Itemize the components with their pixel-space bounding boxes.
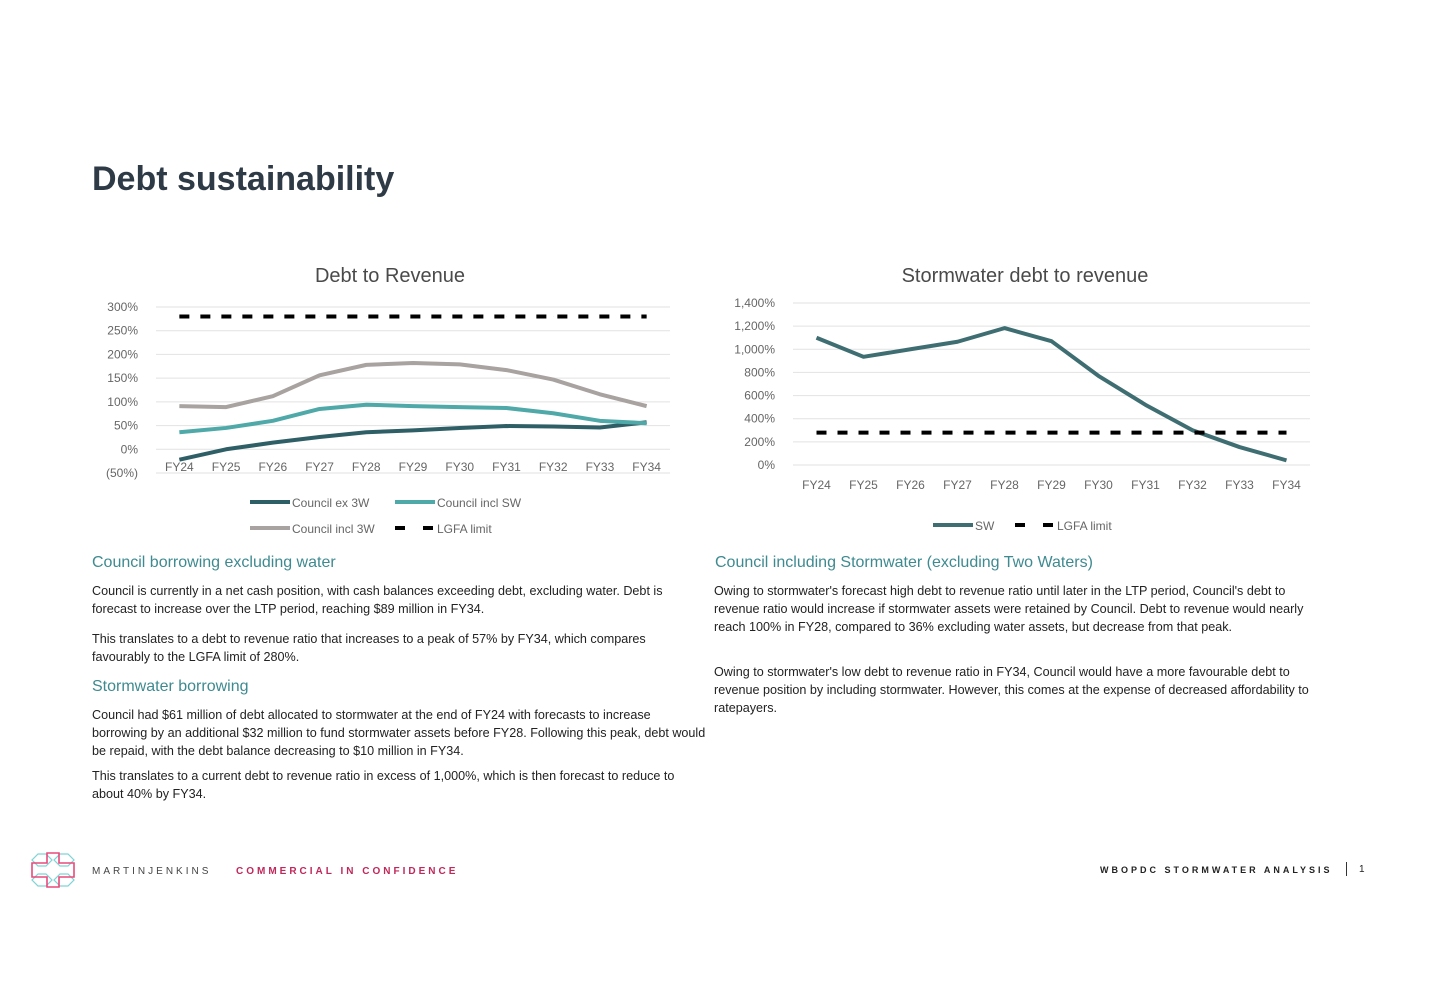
series-line-council-ex-3w xyxy=(179,422,646,459)
page-title: Debt sustainability xyxy=(92,160,395,198)
series-line-council-incl-3w xyxy=(179,363,646,407)
x-tick-label: FY25 xyxy=(211,460,241,474)
y-tick-label: 800% xyxy=(744,365,775,380)
y-tick-label: (50%) xyxy=(105,466,138,480)
x-tick-label: FY33 xyxy=(1225,478,1254,492)
footer-divider xyxy=(1346,862,1347,876)
legend-label: LGFA limit xyxy=(437,522,492,536)
y-tick-label: 250% xyxy=(107,323,138,338)
y-tick-label: 1,200% xyxy=(734,319,775,334)
x-tick-label: FY31 xyxy=(1131,478,1160,492)
legend-label: LGFA limit xyxy=(1057,519,1112,533)
chart-title-stormwater: Stormwater debt to revenue xyxy=(901,265,1149,287)
y-tick-label: 1,400% xyxy=(734,296,775,310)
paragraph: This translates to a debt to revenue ratio that increases to a peak of 57% by FY34, which compares favourably to the LGFA limit of 280%. xyxy=(92,632,646,664)
heading-council-borrowing: Council borrowing excluding water xyxy=(92,554,336,571)
x-tick-label: FY30 xyxy=(445,460,475,474)
legend-label: Council incl SW xyxy=(437,496,522,510)
paragraph: Owing to stormwater's low debt to revenue ratio in FY34, Council would have a more favourable debt to revenue position by including stormwater. However, this comes at the expense of decreased affordability to ratepayers. xyxy=(714,665,1309,715)
paragraph: This translates to a current debt to revenue ratio in excess of 1,000%, which is then forecast to reduce to about 40% by FY34. xyxy=(92,769,675,801)
paragraph: Council is currently in a net cash position, with cash balances exceeding debt, excluding water. Debt is forecast to increase over the LTP period, reaching $89 million in FY34. xyxy=(92,584,663,616)
x-tick-label: FY29 xyxy=(1037,478,1066,492)
y-tick-label: 300% xyxy=(107,300,138,314)
y-tick-label: 100% xyxy=(107,394,138,409)
y-tick-label: 200% xyxy=(744,434,775,449)
stormwater-debt-chart xyxy=(720,290,1330,545)
page-number: 1 xyxy=(1359,864,1368,875)
y-tick-label: 200% xyxy=(107,347,138,362)
x-tick-label: FY34 xyxy=(1272,478,1301,492)
martinjenkins-logo-icon xyxy=(30,852,76,888)
x-tick-label: FY32 xyxy=(1178,478,1207,492)
x-tick-label: FY30 xyxy=(1084,478,1113,492)
y-tick-label: 600% xyxy=(744,388,775,403)
y-tick-label: 0% xyxy=(757,458,775,472)
confidential-label: COMMERCIAL IN CONFIDENCE xyxy=(236,866,459,877)
x-tick-label: FY33 xyxy=(585,460,615,474)
report-name: WBOPDC STORMWATER ANALYSIS xyxy=(1100,865,1333,875)
x-tick-label: FY24 xyxy=(165,460,194,474)
y-tick-label: 400% xyxy=(744,411,775,426)
paragraph: Council had $61 million of debt allocated to stormwater at the end of FY24 with forecasts to increase borrowing by an additional $32 million to fund stormwater assets before FY28. Following this peak, debt would be repaid, with the debt balance decreasing to $10 million in FY34. xyxy=(92,708,706,758)
x-tick-label: FY26 xyxy=(258,460,288,474)
legend-label: SW xyxy=(975,519,995,533)
x-tick-label: FY28 xyxy=(351,460,381,474)
chart-title-debt-to-revenue: Debt to Revenue xyxy=(314,265,466,287)
x-tick-label: FY31 xyxy=(492,460,521,474)
x-tick-label: FY29 xyxy=(398,460,428,474)
y-tick-label: 1,000% xyxy=(734,342,775,357)
brand-name: MARTINJENKINS xyxy=(92,866,212,877)
x-tick-label: FY27 xyxy=(305,460,334,474)
legend-label: Council incl 3W xyxy=(292,522,375,536)
x-tick-label: FY34 xyxy=(632,460,661,474)
series-line-sw xyxy=(817,328,1287,460)
heading-council-incl-stormwater: Council including Stormwater (excluding Two Waters) xyxy=(715,554,1093,571)
x-tick-label: FY24 xyxy=(802,478,831,492)
y-tick-label: 50% xyxy=(113,418,138,433)
legend-label: Council ex 3W xyxy=(292,496,370,510)
x-tick-label: FY27 xyxy=(943,478,972,492)
debt-to-revenue-chart xyxy=(90,290,690,545)
paragraph: Owing to stormwater's forecast high debt to revenue ratio until later in the LTP period, Council's debt to revenue ratio would increase if stormwater assets were retained by Council. Debt to revenue would nearly reach 100% in FY28, compared to 36% excluding water assets, but decrease from that peak. xyxy=(714,584,1304,634)
y-tick-label: 150% xyxy=(107,371,138,386)
x-tick-label: FY25 xyxy=(849,478,878,492)
heading-stormwater-borrowing: Stormwater borrowing xyxy=(92,678,249,695)
x-tick-label: FY28 xyxy=(990,478,1019,492)
x-tick-label: FY32 xyxy=(538,460,568,474)
x-tick-label: FY26 xyxy=(896,478,925,492)
y-tick-label: 0% xyxy=(120,442,138,457)
